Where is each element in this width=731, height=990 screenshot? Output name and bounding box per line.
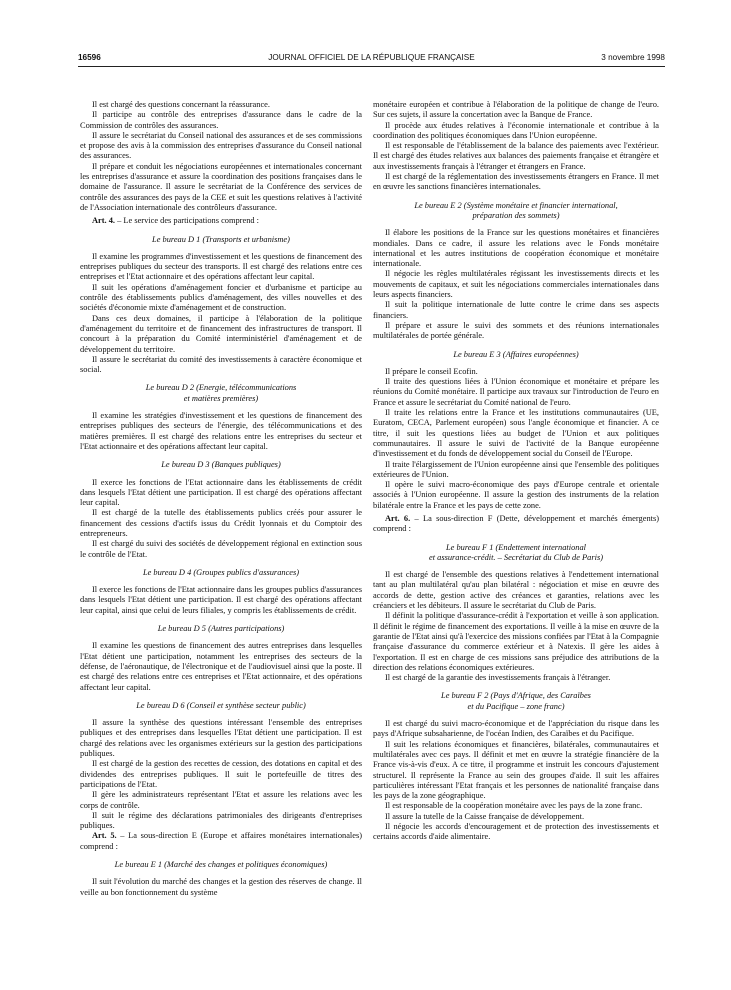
- paragraph: Il examine les stratégies d'investissement et les questions de financement des entreprises publiques des secteurs de l'énergie, des télécommunications et des matières premières. Il est chargé des relations entre les entreprises du secteur et l'Etat actionnaire et des opérations affectant leur capital.: [80, 411, 362, 451]
- paragraph: Il suit la politique internationale de lutte contre le crime dans ses aspects financiers.: [373, 300, 659, 320]
- paragraph: Il négocie les accords d'encouragement et de protection des investissements et certains accords d'aide alimentaire.: [373, 822, 659, 842]
- paragraph: Il assure la synthèse des questions intéressant l'ensemble des entreprises publiques et des entreprises dans lesquelles l'Etat détient une participation. Il est chargé des relations avec les organismes extérieurs sur la gestion des participations publiques.: [80, 718, 362, 759]
- paragraph: Il est chargé de la gestion des recettes de cession, des dotations en capital et des dividendes des entreprises publiques. Il suit le portefeuille de titres des participations de l'Etat.: [80, 759, 362, 789]
- article-label: Art. 5.: [92, 831, 117, 841]
- paragraph: Il gère les administrateurs représentant l'Etat et assure les relations avec les corps de contrôle.: [80, 790, 362, 810]
- page-number: 16596: [78, 53, 101, 62]
- paragraph: Il prépare le conseil Ecofin.: [385, 366, 478, 376]
- paragraph: Il suit l'évolution du marché des changes et la gestion des réserves de change. Il veille au bon fonctionnement du système: [80, 877, 362, 897]
- paragraph: monétaire européen et contribue à l'élaboration de la politique de change de l'euro. Sur ces sujets, il assure la concertation avec la Banque de France.: [373, 100, 659, 120]
- section-heading-d5: Le bureau D 5 (Autres participations): [157, 624, 285, 634]
- section-heading-d4: Le bureau D 4 (Groupes publics d'assurances): [142, 567, 300, 577]
- article-label: Art. 4.: [92, 216, 116, 226]
- paragraph: Il prépare et conduit les négociations européennes et internationales concernant les entreprises d'assurance et assure la coordination des positions françaises dans le domaine de l'assurance. Il assure le secrétariat de la Conférence des services de contrôle des assurances des pays de la CEE et suit les questions relatives à l'activité de l'Association internationale des contrôleurs d'assurance.: [80, 161, 362, 212]
- paragraph: Il est chargé des questions concernant la réassurance.: [92, 100, 270, 109]
- article-text: – La sous-direction F (Dette, développement et marchés émergents) comprend :: [373, 513, 659, 534]
- heading-line: et matières premières): [183, 393, 259, 403]
- heading-line: Le bureau D 2 (Energie, télécommunications: [145, 383, 297, 393]
- publication-date: 3 novembre 1998: [601, 53, 665, 62]
- article-4: [80, 216, 362, 226]
- paragraph: Il est chargé de la réglementation des investissements étrangers en France. Il met en œuvre les sanctions financières internationales.: [373, 172, 659, 192]
- paragraph: Il élabore les positions de la France sur les questions monétaires et financières mondiales. Dans ce cadre, il assure les relations avec le Fonds monétaire international et les autres institutions de coopération économique et monétaire internationale.: [373, 228, 659, 269]
- paragraph: Il examine les programmes d'investissement et les questions de financement des entreprises publiques du secteur des transports. Il est chargé des relations entre ces entreprises et l'Etat actionnaire et des opérations affectant leur capital.: [80, 251, 362, 282]
- paragraph: Il prépare et assure le suivi des sommets et des réunions internationales multilatérales de portée générale.: [373, 320, 659, 341]
- journal-title: JOURNAL OFFICIEL DE LA RÉPUBLIQUE FRANÇAISE: [268, 53, 475, 62]
- paragraph: Il est chargé de la tutelle des établissements publics créés pour assurer le financement des cessions d'actifs issus du Crédit lyonnais et du Comptoir des entrepreneurs.: [80, 508, 362, 538]
- section-heading-f1: [373, 543, 659, 564]
- header-rule: [78, 66, 665, 67]
- heading-line: et assurance-crédit. – Secrétariat du Club de Paris): [429, 552, 603, 562]
- section-heading-e2: [373, 201, 659, 222]
- paragraph: Il assure le secrétariat du comité des investissements à caractère économique et social.: [80, 354, 362, 375]
- paragraph: Il exerce les fonctions de l'Etat actionnaire dans les groupes publics d'assurances dans lesquels l'Etat détient une participation. Il est chargé des opérations affectant leur capital, ainsi que celui de leurs filiales, y compris les établissements de crédit.: [80, 585, 362, 615]
- paragraph: Il traite l'élargissement de l'Union européenne ainsi que l'ensemble des politiques extérieures de l'Union.: [373, 459, 659, 479]
- paragraph: Il est chargé de la garantie des investissements français à l'étranger.: [385, 673, 611, 683]
- section-heading-e1: Le bureau E 1 (Marché des changes et politiques économiques): [114, 860, 328, 869]
- section-heading-d6: Le bureau D 6 (Conseil et synthèse secteur public): [136, 700, 306, 710]
- paragraph: Il traite des questions liées à l'Union économique et monétaire et prépare les réunions du Comité monétaire. Il participe aux travaux sur l'introduction de l'euro en France et assure le secrétariat du Comité national de l'euro.: [373, 377, 659, 407]
- paragraph: Il procède aux études relatives à l'économie internationale et contribue à la coordination des politiques économiques dans l'Union européenne.: [373, 120, 659, 140]
- section-heading-d1: Le bureau D 1 (Transports et urbanisme): [152, 234, 290, 244]
- heading-line: préparation des sommets): [472, 210, 560, 220]
- article-text: – Le service des participations comprend :: [115, 216, 259, 226]
- paragraph: Il examine les questions de financement des autres entreprises dans lesquelles l'Etat détient une participation, notamment les entreprises des secteurs de la défense, de l'aéronautique, de l'électronique et de l'audiovisuel ainsi que la poste. Il est chargé des relations entre ces entreprises et l'Etat actionnaire, et des opérations affectant leur capital.: [80, 641, 362, 692]
- paragraph: Il suit les opérations d'aménagement foncier et d'urbanisme et participe au contrôle des établissements publics d'aménagement, des villes nouvelles et des sociétés d'économie mixte d'aménagement et de construction.: [80, 282, 362, 313]
- paragraph: Il exerce les fonctions de l'Etat actionnaire dans les établissements de crédit dans lesquels l'Etat détient une participation. Il est chargé des opérations affectant leur capital.: [80, 477, 362, 508]
- heading-line: Le bureau E 2 (Système monétaire et financier international,: [414, 200, 618, 210]
- paragraph: Il assure le secrétariat du Conseil national des assurances et de ses commissions et propose des avis à la commission des entreprises d'assurance du Conseil national des assurances.: [80, 130, 362, 161]
- section-heading-e3: Le bureau E 3 (Affaires européennes): [453, 349, 579, 359]
- article-label: Art. 6.: [385, 513, 411, 523]
- paragraph: Il assure la tutelle de la Caisse française de développement.: [385, 811, 585, 821]
- article-6: [373, 514, 659, 535]
- left-column: [80, 100, 362, 990]
- paragraph: Il est responsable de la coopération monétaire avec les pays de la zone franc.: [385, 801, 643, 811]
- paragraph: Il suit le régime des déclarations patrimoniales des dirigeants d'entreprises publiques.: [80, 810, 362, 831]
- paragraph: Il suit les relations économiques et financières, bilatérales, communautaires et multilatérales avec ces pays. Il définit et met en œuvre la stratégie financière de la France vis-à-vis d'eux. A ce titre, il programme et instruit les concours d'ajustement structurel. Il représente la France au sein des groupes d'aide. Il suit les affaires particulières intéressant l'Etat français et les personnes de nationalité française dans les pays de la zone géographique.: [373, 739, 659, 801]
- paragraph: Il participe au contrôle des entreprises d'assurance dans le cadre de la Commission de contrôles des assurances.: [80, 110, 362, 130]
- paragraph: Il négocie les règles multilatérales régissant les investissements directs et les mouvements de capitaux, et suit les négociations commerciales internationales dans leurs aspects financiers.: [373, 269, 659, 300]
- paragraph: Il définit la politique d'assurance-crédit à l'exportation et veille à son application. Il définit le régime de financement des exportations. Il veille à la mise en œuvre de la garantie de l'Etat ainsi qu'à l'exercice des missions confiées par l'Etat à la Compagnie française d'assurance du commerce extérieur et à Natexis. Il gère les aides à l'exportation. Il est en charge de ces missions sans préjudice des attributions de la direction des relations économiques extérieures.: [373, 611, 659, 672]
- paragraph: Il est chargé du suivi des sociétés de développement régional en extinction sous le contrôle de l'Etat.: [80, 539, 362, 559]
- heading-line: Le bureau F 1 (Endettement international: [446, 542, 586, 552]
- page-header: [78, 51, 665, 65]
- heading-line: Le bureau F 2 (Pays d'Afrique, des Caraïbes: [441, 691, 591, 701]
- section-heading-d3: Le bureau D 3 (Banques publiques): [161, 460, 281, 470]
- paragraph: Il est chargé du suivi macro-économique et de l'appréciation du risque dans les pays d'Afrique subsaharienne, de l'océan Indien, des Caraïbes et du Pacifique.: [373, 719, 659, 739]
- paragraph: Il est responsable de l'établissement de la balance des paiements avec l'extérieur. Il est chargé des études relatives aux balances des paiements française et étrangère et aux investissements français à l'étranger et étrangers en France.: [373, 141, 659, 171]
- section-heading-d2: [80, 383, 362, 404]
- heading-line: et du Pacifique – zone franc): [467, 701, 565, 711]
- paragraph: Il opère le suivi macro-économique des pays d'Europe centrale et orientale associés à l'Union européenne. Il assure la gestion des instruments de la relation bilatérale entre la France et les pays de cette zone.: [373, 480, 659, 510]
- paragraph: Il traite les relations entre la France et les institutions communautaires (UE, Euratom, CECA, Parlement européen) sous l'angle économique et financier. A ce titre, il suit les questions liées au budget de l'Union et aux politiques communautaires. Il assure le suivi de l'activité de la Banque européenne d'investissement et du fonds de développement social du Conseil de l'Europe.: [373, 408, 659, 459]
- paragraph: Il est chargé de l'ensemble des questions relatives à l'endettement international tant au plan multilatéral qu'au plan bilatéral : négociation et mise en œuvre des accords de dette, gestion active des créances et garanties, relations avec les créanciers et les débiteurs. Il assure le secrétariat du Club de Paris.: [373, 570, 659, 611]
- article-5: [80, 831, 362, 852]
- section-heading-f2: [373, 691, 659, 712]
- article-text: – La sous-direction E (Europe et affaires monétaires internationales) comprend :: [80, 831, 362, 851]
- right-column: [373, 100, 659, 990]
- paragraph: Dans ces deux domaines, il participe à l'élaboration de la politique d'aménagement du territoire et de financement des infrastructures de transport. Il concourt à la préparation du Comité interministériel d'aménagement et de développement du territoire.: [80, 313, 362, 354]
